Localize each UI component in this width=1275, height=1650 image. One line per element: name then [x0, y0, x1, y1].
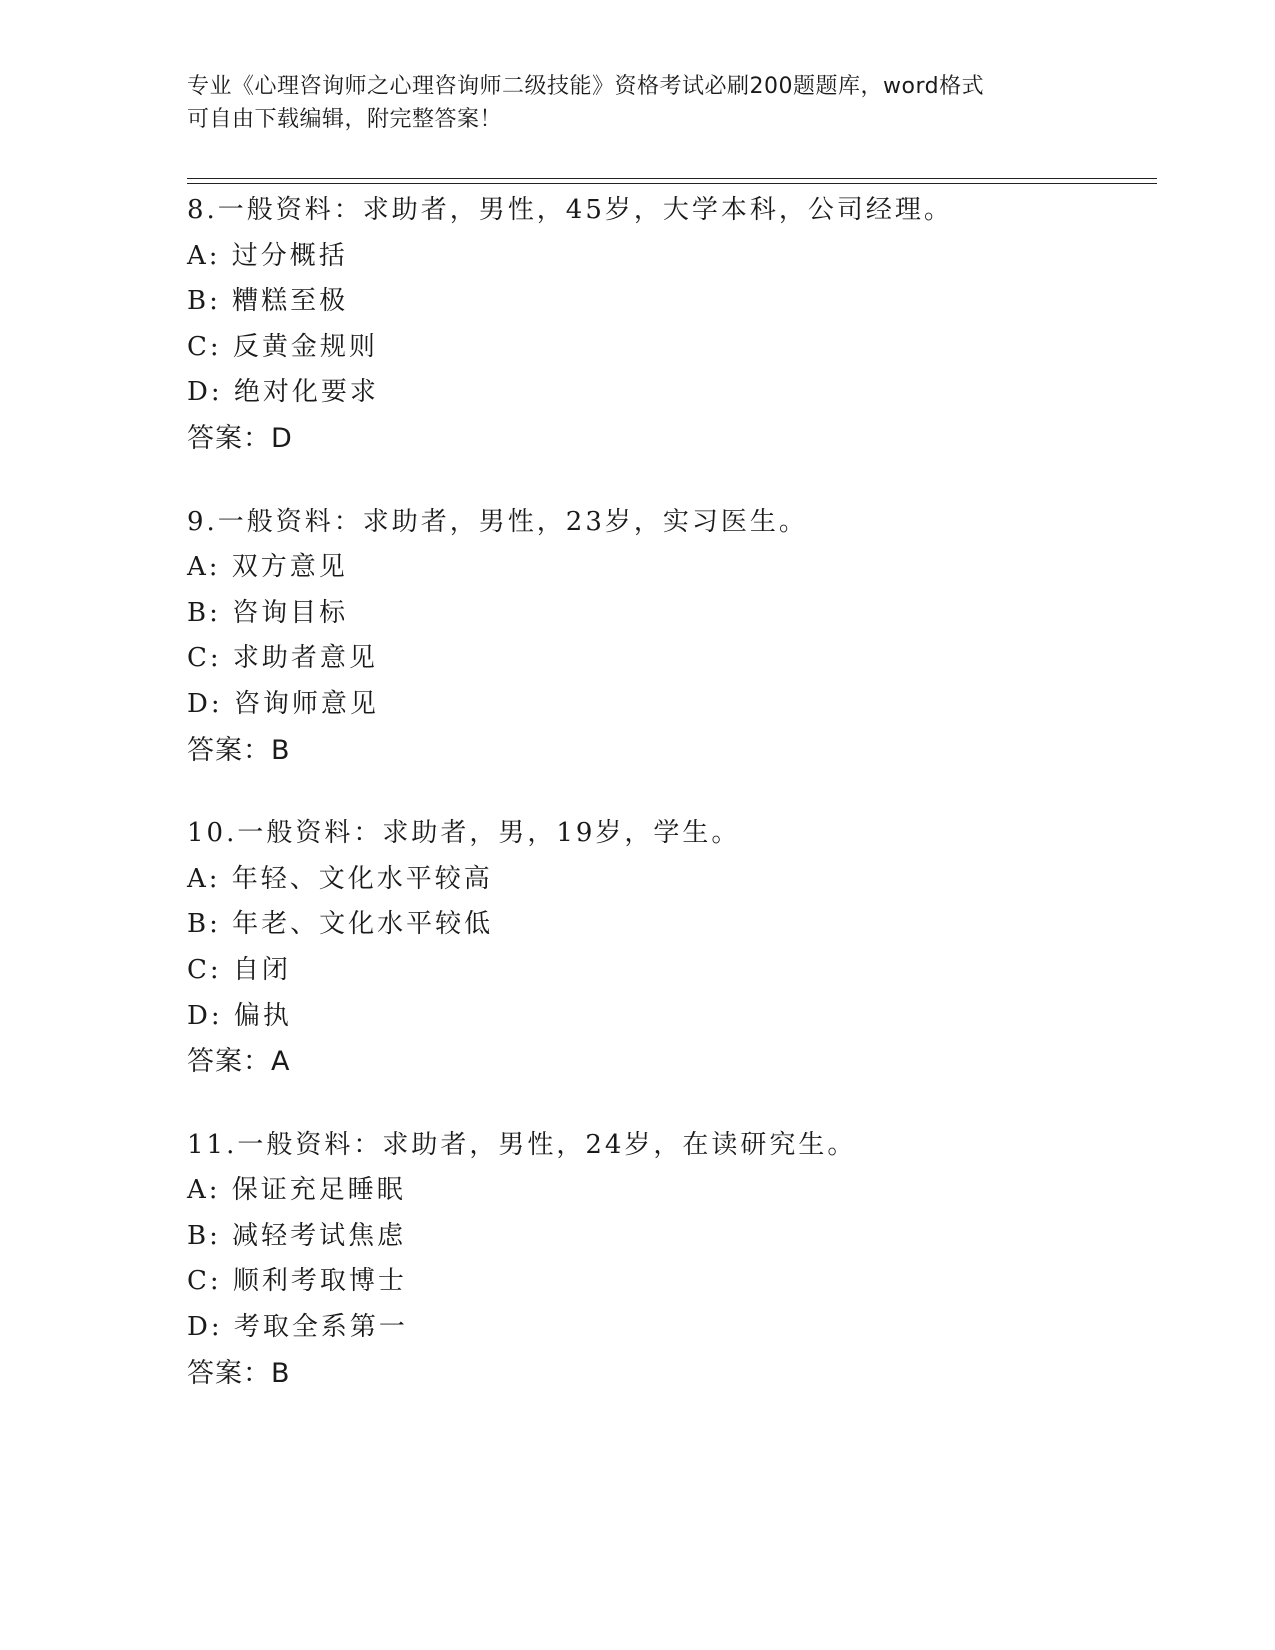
answer: 答案：A [187, 1046, 291, 1078]
header-divider-bottom [187, 183, 1157, 184]
question-stem: 10.一般资料：求助者，男，19岁，学生。 [187, 818, 741, 849]
option-d: D: 咨询师意见 [187, 688, 379, 719]
question-8 [187, 188, 1147, 462]
option-b: B: 年老、文化水平较低 [187, 909, 494, 940]
document-header [187, 70, 1087, 136]
option-c: C: 顺利考取博士 [187, 1266, 407, 1297]
option-b: B: 糟糕至极 [187, 286, 349, 317]
option-a: A: 双方意见 [187, 552, 348, 583]
option-d: D: 偏执 [187, 1000, 292, 1031]
option-c: C: 反黄金规则 [187, 331, 378, 362]
option-c: C: 求助者意见 [187, 643, 378, 674]
option-b: B: 减轻考试焦虑 [187, 1220, 407, 1251]
header-line-2: 可自由下载编辑，附完整答案！ [187, 107, 503, 132]
header-line-1: 专业《心理咨询师之心理咨询师二级技能》资格考试必刷200题题库，word格式 [187, 74, 985, 99]
answer: 答案：D [187, 422, 293, 454]
option-b: B: 咨询目标 [187, 597, 349, 628]
option-a: A: 年轻、文化水平较高 [187, 863, 493, 894]
option-a: A: 过分概括 [187, 240, 348, 271]
question-stem: 9.一般资料：求助者，男性，23岁，实习医生。 [187, 506, 808, 537]
option-d: D: 绝对化要求 [187, 377, 379, 408]
option-d: D: 考取全系第一 [187, 1312, 408, 1343]
header-divider-top [187, 178, 1157, 179]
option-a: A: 保证充足睡眠 [187, 1175, 406, 1206]
question-stem: 11.一般资料：求助者，男性，24岁，在读研究生。 [187, 1129, 857, 1160]
question-9 [187, 500, 1147, 774]
question-list [187, 188, 1147, 1434]
question-10 [187, 811, 1147, 1085]
question-stem: 8.一般资料：求助者，男性，45岁，大学本科，公司经理。 [187, 195, 953, 225]
answer: 答案：B [187, 734, 291, 766]
option-c: C: 自闭 [187, 954, 291, 985]
question-11 [187, 1123, 1147, 1397]
answer: 答案：B [187, 1357, 291, 1389]
